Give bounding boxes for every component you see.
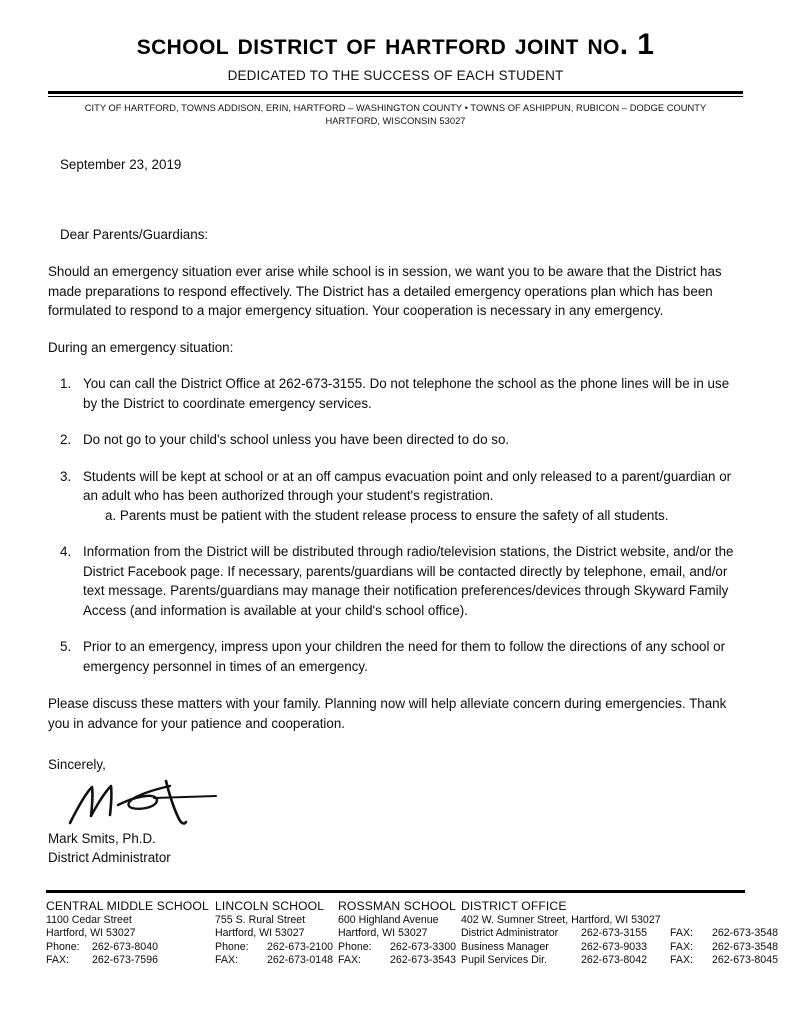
list-item-marker: 2. [60,432,72,447]
footer-rossman-school [338,899,461,968]
footer-columns [46,898,778,968]
contact-role: Pupil Services Dir. [461,954,547,967]
list-item [48,637,743,676]
phone-label: Phone: [46,940,80,953]
school-phone-row [46,941,215,955]
contact-role: District Administrator [461,927,559,940]
letterhead [0,0,791,127]
office-name: DISTRICT OFFICE [461,898,567,913]
school-city-state-zip: Hartford, WI 53027 [338,927,428,940]
phone-label: Phone: [338,940,372,953]
list-item-text: Information from the District will be distributed through radio/television stations, the District website, and/or the District Facebook page. If necessary, parents/guardians will be contacted directly by telephone, email, and/or text message. Parents/guardians may manage their notification preferences/devices through Skyward Family Access (and information is available at your child's school office). [83,544,734,618]
district-title: school district of hartford joint no. 1 [136,28,655,61]
fax-label: FAX: [338,954,361,967]
list-item [48,430,743,450]
school-name: CENTRAL MIDDLE SCHOOL [46,898,209,913]
closing-paragraph: Please discuss these matters with your family. Planning now will help alleviate concern during emergencies. Thank you in advance for your patience and cooperation. [48,696,727,731]
school-address: 1100 Cedar Street [46,913,132,926]
contact-role: Business Manager [461,940,549,953]
signer-name: Mark Smits, Ph.D. [48,830,156,846]
letterhead-divider [48,91,743,97]
contact-phone: 262-673-3155 [581,927,647,940]
footer-district-office [461,899,791,968]
letter-body [0,155,791,868]
list-item-text: Do not go to your child's school unless you have been directed to do so. [83,432,510,447]
list-item-marker: 1. [60,376,72,391]
intro-paragraph: Should an emergency situation ever arise while school is in session, we want you to be aware that the District has made preparations to respond effectively. The District has a detailed emergency operations plan which has been formulated to respond to a major emergency situation. Your cooperation is necessary in any emergency. [48,264,722,318]
footer-divider [46,890,745,893]
list-item [48,542,743,620]
district-locations-line-1: CITY OF HARTFORD, TOWNS ADDISON, ERIN, HARTFORD – WASHINGTON COUNTY • TOWNS OF ASHIPPUN, RUBICON – DODGE COUNTY [84,103,707,113]
sign-off: Sincerely, [48,757,106,772]
fax-label: FAX: [46,954,69,967]
office-contact-row [461,941,791,955]
contact-fax: 262-673-3548 [712,940,778,953]
contact-fax: 262-673-8045 [712,954,778,967]
phone-number: 262-673-3300 [390,940,456,953]
footer-lincoln-school [215,899,338,968]
list-item-text: You can call the District Office at 262-673-3155. Do not telephone the school as the phone lines will be in use by the District to coordinate emergency services. [83,376,730,411]
list-item-marker: 3. [60,468,72,484]
fax-number: 262-673-7596 [92,954,158,967]
letter-salutation: Dear Parents/Guardians: [60,226,209,242]
district-locations-line-2: HARTFORD, WISCONSIN 53027 [325,115,466,126]
signer-title: District Administrator [48,850,171,865]
office-address: 402 W. Sumner Street, Hartford, WI 53027 [461,913,661,926]
list-item-marker: 4. [60,544,72,559]
list-item [48,467,743,526]
emergency-instruction-list [48,374,743,676]
contact-phone: 262-673-8042 [581,954,647,967]
list-item-text: Prior to an emergency, impress upon your children the need for them to follow the directions of any school or emergency personnel in times of an emergency. [83,639,726,674]
office-contact-row [461,927,791,941]
contact-fax-label: FAX: [670,927,693,940]
fax-number: 262-673-3543 [390,954,456,967]
school-fax-row [46,954,215,968]
school-city-state-zip: Hartford, WI 53027 [215,927,305,940]
school-address: 600 Highland Avenue [338,913,439,926]
school-address: 755 S. Rural Street [215,913,306,926]
fax-label: FAX: [215,954,238,967]
list-item [48,374,743,413]
contact-fax-label: FAX: [670,954,693,967]
district-tagline: DEDICATED TO THE SUCCESS OF EACH STUDENT [227,68,564,83]
footer-central-middle-school [46,899,215,968]
phone-label: Phone: [215,940,249,953]
school-fax-row [338,954,461,968]
list-lead-in: During an emergency situation: [48,339,234,355]
school-fax-row [215,954,338,968]
contact-fax: 262-673-3548 [712,927,778,940]
phone-number: 262-673-2100 [267,940,333,953]
office-contact-row [461,954,791,968]
footer [0,890,791,968]
list-subitem-text: a. Parents must be patient with the student release process to ensure the safety of all students. [105,507,669,523]
school-phone-row [338,941,461,955]
school-city-state-zip: Hartford, WI 53027 [46,927,136,940]
school-name: ROSSMAN SCHOOL [338,898,456,913]
contact-fax-label: FAX: [670,940,693,953]
school-name: LINCOLN SCHOOL [215,898,325,913]
letter-date: September 23, 2019 [60,157,182,172]
list-item-text: Students will be kept at school or at an off campus evacuation point and only released to a parent/guardian or an adult who has been authorized through your student's registration. [83,468,732,503]
signature-image [66,777,743,829]
list-item-marker: 5. [60,639,72,654]
phone-number: 262-673-8040 [92,940,158,953]
contact-phone: 262-673-9033 [581,940,647,953]
school-phone-row [215,941,338,955]
fax-number: 262-673-0148 [267,954,333,967]
